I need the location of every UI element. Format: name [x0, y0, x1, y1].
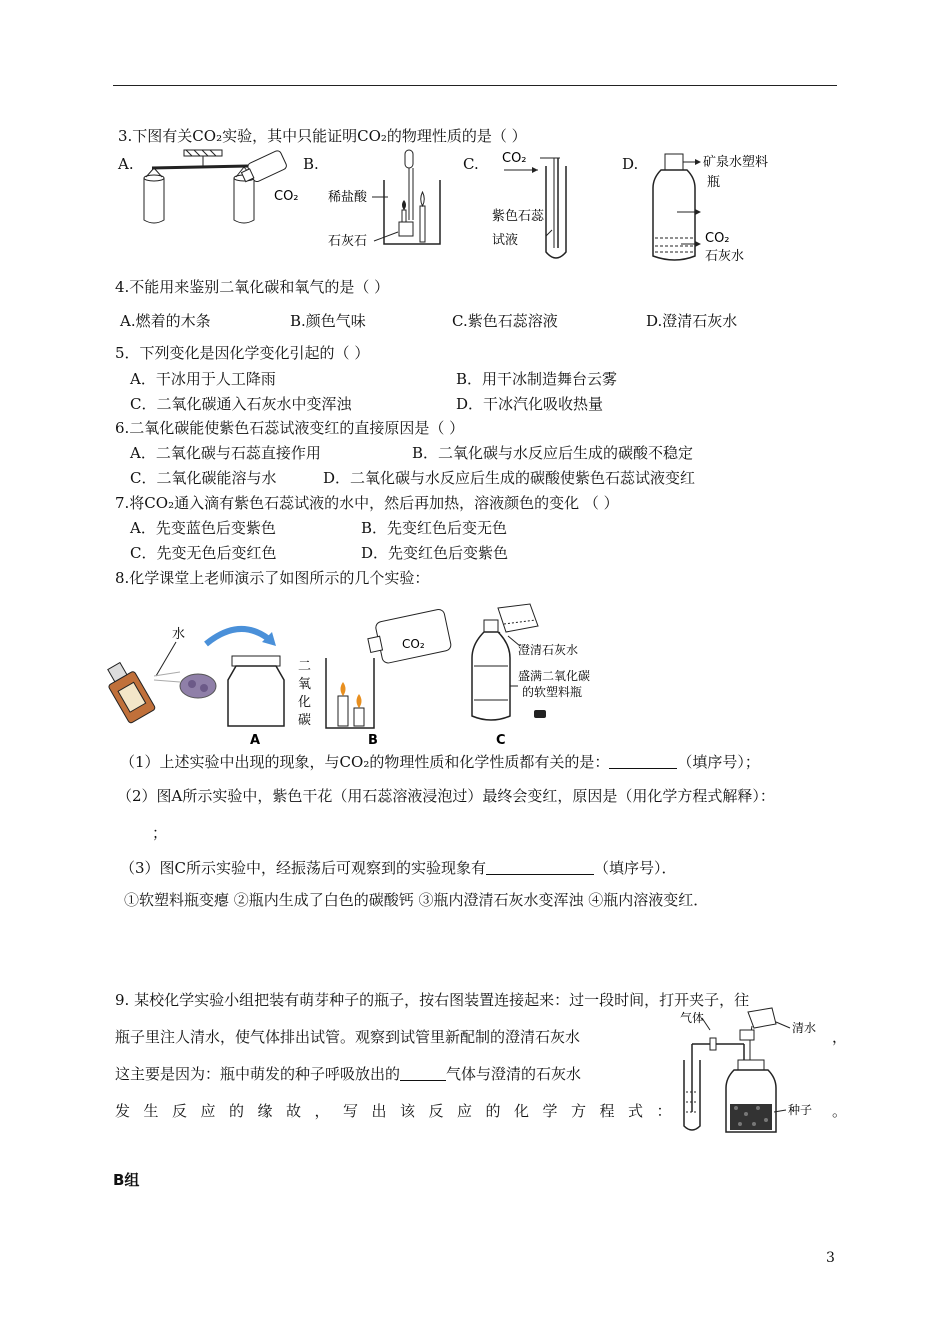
q3-label-d: D. — [622, 155, 639, 173]
q3-figure-a-balance — [138, 148, 310, 228]
q9-water-label: 清水 — [792, 1021, 817, 1035]
q3-stem: 3.下图有关CO₂实验，其中只能证明CO₂的物理性质的是（ ） — [118, 127, 527, 145]
q5-option-d: D．干冰汽化吸收热量 — [456, 395, 604, 413]
q8-bottle-label2: 的软塑料瓶 — [522, 685, 583, 699]
q3c-liquid-label1: 紫色石蕊 — [492, 209, 545, 224]
q5-option-a: A．干冰用于人工降雨 — [130, 370, 276, 388]
q3a-co2-label: CO₂ — [274, 189, 299, 204]
q8-stem: 8.化学课堂上老师演示了如图所示的几个实验： — [115, 569, 430, 587]
q8-part3-options: ①软塑料瓶变瘪 ②瓶内生成了白色的碳酸钙 ③瓶内澄清石灰水变浑浊 ④瓶内溶液变红． — [124, 891, 709, 909]
q7-option-c: C．先变无色后变红色 — [130, 544, 277, 562]
q3-figure-b-candles — [322, 148, 452, 248]
q9-seed-label: 种子 — [788, 1103, 813, 1117]
header-rule — [113, 85, 837, 86]
q7-stem: 7.将CO₂通入滴有紫色石蕊试液的水中，然后再加热，溶液颜色的变化 （ ） — [115, 494, 619, 512]
q8-co2-char2: 氧 — [298, 677, 312, 692]
q8-co2-char4: 碳 — [298, 713, 312, 728]
q3d-bottle-label1: 矿泉水塑料 — [703, 155, 769, 170]
q6-option-d: D．二氧化碳与水反应后生成的碳酸使紫色石蕊试液变红 — [323, 469, 696, 487]
q8-limewater-label: 澄清石灰水 — [518, 643, 579, 657]
q8-co2-char3: 化 — [298, 695, 312, 710]
q4-option-a: A.燃着的木条 — [120, 312, 211, 330]
q6-option-b: B．二氧化碳与水反应后生成的碳酸不稳定 — [412, 444, 694, 462]
q3-figure-d-bottle — [645, 148, 795, 266]
q9-answer-blank-gas[interactable] — [400, 1066, 446, 1081]
q8-label-b: B — [368, 733, 378, 748]
q8-co2-bottle-label: CO₂ — [402, 637, 425, 651]
q4-option-d: D.澄清石灰水 — [646, 312, 738, 330]
q8-co2-char1: 二 — [298, 659, 312, 674]
q3d-liquid-label: 石灰水 — [705, 249, 745, 264]
q6-stem: 6.二氧化碳能使紫色石蕊试液变红的直接原因是（ ） — [115, 419, 465, 437]
q7-option-b: B．先变红色后变无色 — [361, 519, 508, 537]
q3d-bottle-label2: 瓶 — [707, 175, 721, 190]
page-number: 3 — [826, 1250, 835, 1266]
q9-line2-end: ， — [832, 1028, 848, 1046]
q8-part2: （2）图A所示实验中，紫色干花（用石蕊溶液浸泡过）最终会变红，原因是（用化学方程式解释）： — [117, 787, 775, 805]
q3c-co2-label: CO₂ — [502, 151, 527, 166]
q9-gas-label: 气体 — [680, 1011, 705, 1025]
q3-label-a: A. — [118, 155, 134, 173]
q8-part2-end: ； — [152, 824, 168, 842]
q8-experiment-figure — [110, 596, 591, 748]
q9-line3: 这主要是因为：瓶中萌发的种子呼吸放出的 气体与澄清的石灰水 — [115, 1065, 582, 1083]
q9-line2: 瓶子里注人清水，使气体排出试管。观察到试管里新配制的澄清石灰水 — [115, 1028, 581, 1046]
q3b-acid-label: 稀盐酸 — [328, 190, 368, 205]
q3b-stone-label: 石灰石 — [328, 234, 368, 249]
q8-answer-blank-1[interactable] — [609, 754, 677, 769]
q8-part3: （3）图C所示实验中，经振荡后可观察到的实验现象有 （填序号）． — [120, 859, 677, 877]
q9-apparatus-figure — [676, 1008, 826, 1136]
q3-figure-c-test-tube — [488, 148, 588, 266]
q8-bottle-label1: 盛满二氧化碳 — [518, 669, 591, 683]
q8-label-c: C — [496, 733, 506, 748]
q8-label-a: A — [250, 733, 261, 748]
q5-stem: 5．下列变化是因化学变化引起的（ ） — [115, 344, 370, 362]
q7-option-d: D．先变红色后变紫色 — [361, 544, 509, 562]
q6-option-c: C．二氧化碳能溶与水 — [130, 469, 277, 487]
q4-option-b: B.颜色气味 — [290, 312, 366, 330]
q3c-liquid-label2: 试液 — [492, 233, 519, 248]
q6-option-a: A．二氧化碳与石蕊直接作用 — [130, 444, 321, 462]
q3-label-c: C. — [463, 155, 479, 173]
q8-part1: （1）上述实验中出现的现象，与CO₂的物理性质和化学性质都有关的是： （填序号）； — [120, 753, 760, 771]
q8-water-label: 水 — [172, 627, 186, 642]
q4-stem: 4.不能用来鉴别二氧化碳和氧气的是（ ） — [115, 278, 390, 296]
q9-line4-end: 。 — [832, 1102, 848, 1120]
q3-label-b: B. — [303, 155, 319, 173]
q8-answer-blank-3[interactable] — [486, 860, 594, 875]
q9-line4: 发生反应的缘故，写出该反应的化学方程式： — [115, 1102, 686, 1120]
q9-line1: 9. 某校化学实验小组把装有萌芽种子的瓶子，按右图装置连接起来：过一段时间，打开夹子，往 — [115, 991, 750, 1009]
q5-option-b: B．用干冰制造舞台云雾 — [456, 370, 618, 388]
q4-option-c: C.紫色石蕊溶液 — [452, 312, 558, 330]
section-heading: B组 — [113, 1171, 140, 1189]
q7-option-a: A．先变蓝色后变紫色 — [130, 519, 276, 537]
q5-option-c: C．二氧化碳通入石灰水中变浑浊 — [130, 395, 352, 413]
q3d-co2-label: CO₂ — [705, 231, 730, 246]
